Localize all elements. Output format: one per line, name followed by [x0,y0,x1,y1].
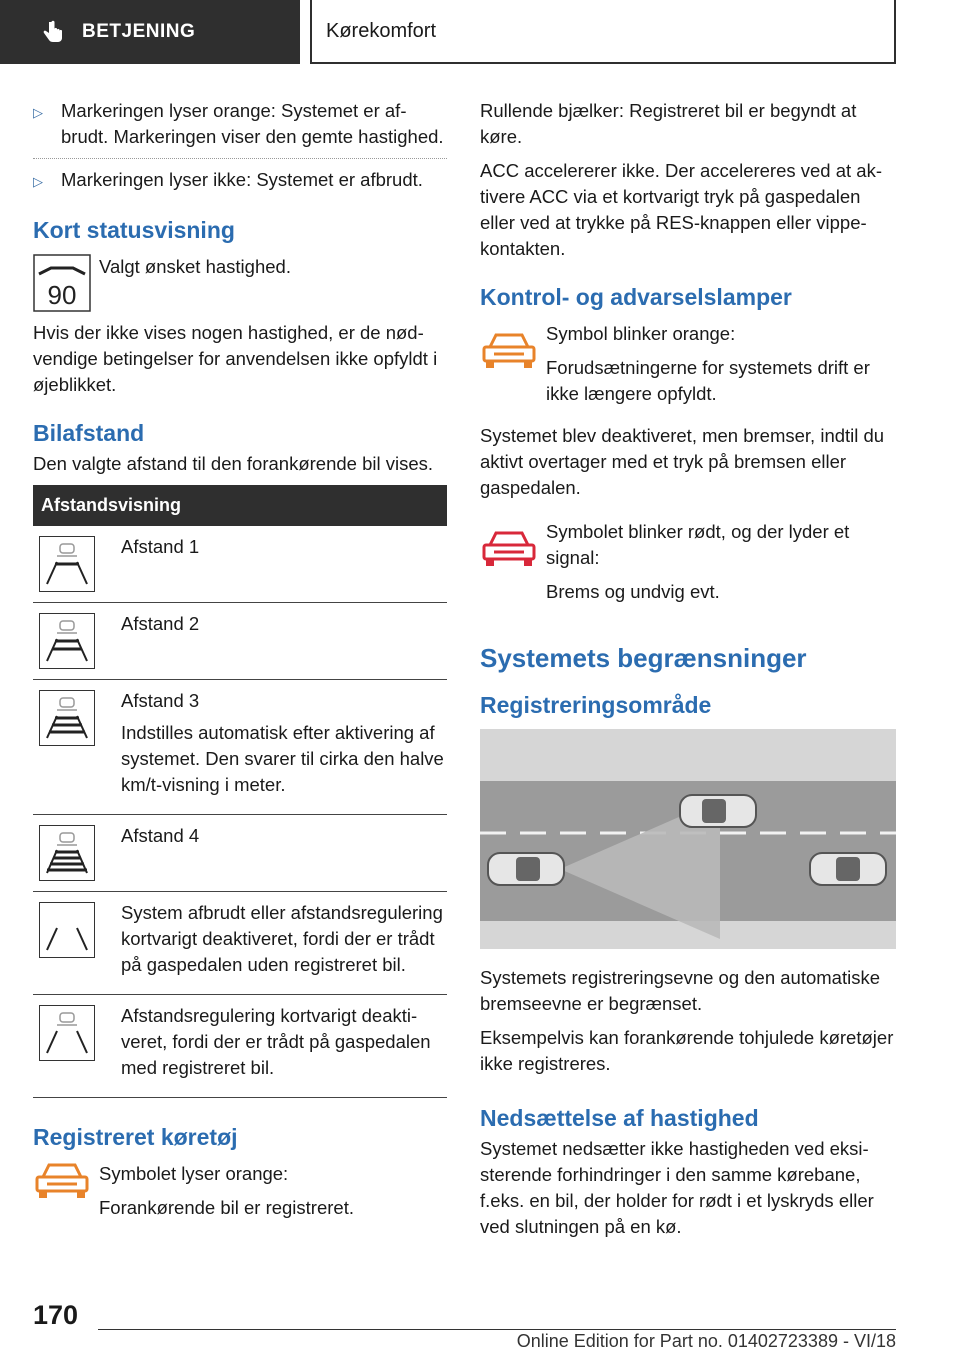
table-header: Afstandsvisning [33,485,447,526]
distance-off-car-icon [39,1005,95,1061]
distance-off-icon [39,902,95,958]
k1-text-2: Forudsætningerne for systemets drift er ikke længere opfyldt. [546,357,870,404]
row-text: System afbrudt eller afstandsregulering kortvarigt deaktiveret, fordi der er trådt på gaspedalen uden registreret bil. [121,902,443,975]
row-text: Afstand 3 [121,690,200,711]
divider [33,158,447,159]
bullet-item [33,98,447,150]
triangle-bullet-icon: ▷ [33,105,43,120]
heading-kontrol: Kontrol- og advarselslamper [480,284,792,310]
row-text: Afstandsregulering kortvarigt deaktiveret, fordi der er trådt på gaspedalen med registreret bil. [121,1005,431,1078]
right-paragraph-4: Eksempelvis kan forankørende tohjulede køretøjer ikke registreres. [480,1027,894,1074]
distance-1-icon [39,536,95,592]
car-own-icon [810,853,886,885]
heading-systemets-begraensninger: Systemets begrænsninger [480,643,807,673]
distance-3-icon [39,690,95,746]
footer-edition: Online Edition for Part no. 01402723389 - VI/18 [516,1331,896,1351]
k2-text-1: Symbolet blinker rødt, og der lyder et signal: [546,521,850,568]
reg-text-2: Forankørende bil er registreret. [99,1197,354,1218]
k1-text-1: Symbol blinker orange: [546,323,736,344]
triangle-bullet-icon: ▷ [33,174,43,189]
right-column [480,98,896,1248]
header-title-box [310,0,896,64]
bullet-text: Markeringen lyser ikke: Systemet er afbrudt. [61,169,423,190]
speed-status-row [33,254,447,312]
speed-text: Valgt ønsket hastighed. [99,256,291,277]
heading-bilafstand: Bilafstand [33,420,145,446]
distance-table [33,485,447,1098]
warning-orange-row [480,321,896,415]
right-paragraph-1: Rullende bjælker: Registreret bil er begyndt at køre. [480,100,857,147]
car-orange-icon [33,1161,91,1201]
bilafstand-paragraph: Den valgte afstand til den forankørende bil vises. [33,453,434,474]
heading-registreringsomraade: Registreringsområde [480,692,712,718]
right-paragraph-2: ACC accelererer ikke. Der accelereres ved at aktivere ACC via et kortvarigt tryk på gaspedalen eller ved at trykke på RES-knappen eller vippekontakten. [480,160,883,259]
header-section-tab [0,0,300,64]
registered-vehicle-row [33,1161,447,1229]
speed-display-icon [33,254,91,312]
car-left-icon [488,853,564,885]
distance-2-icon [39,613,95,669]
bullet-item [33,167,447,195]
kort-paragraph: Hvis der ikke vises nogen hastighed, er de nødvendige betingelser for anvendelsen ikke opfyldt i øjeblikket. [33,322,438,395]
table-row [33,892,447,995]
table-row [33,526,447,603]
table-row [33,680,447,815]
section-label: BETJENING [82,21,196,42]
left-column [33,98,447,1237]
k2-text-2: Brems og undvig evt. [546,581,720,602]
heading-nedsaettelse: Nedsættelse af hastighed [480,1105,759,1131]
car-ahead-icon [680,795,756,827]
page-number: 170 [33,1300,79,1330]
right-paragraph-3: Systemets registreringsevne og den automatiske bremseevne er begrænset. [480,967,881,1014]
detection-range-illustration [480,729,896,949]
table-row [33,603,447,680]
speed-icon-value: 90 [47,280,77,310]
right-paragraph-5: Systemet nedsætter ikke hastigheden ved eksisterende forhindringer i den samme kørebane, f.eks. en bil, der holder for rødt i et lyskryds eller ved slutningen på en kø. [480,1138,874,1237]
car-red-warning-icon [480,529,538,569]
k1-paragraph: Systemet blev deaktiveret, men bremser, indtil du aktivt overtager med et tryk på bremsen eller gaspedalen. [480,425,885,498]
warning-red-row [480,519,896,613]
table-row [33,815,447,892]
heading-registreret-koretoj: Registreret køretøj [33,1124,238,1150]
footer-divider [98,1329,896,1330]
heading-kort-statusvisning: Kort statusvisning [33,217,235,243]
table-row [33,995,447,1098]
row-subtext: Indstilles automatisk efter aktivering af systemet. Den svarer til cirka den halve km/t-visning i meter. [121,722,444,795]
bullet-text: Markeringen lyser orange: Systemet er afbrudt. Markeringen viser den gemte hastighed. [61,100,444,147]
reg-text-1: Symbolet lyser orange: [99,1163,289,1184]
hand-pointer-icon [40,19,66,45]
chapter-title: Kørekomfort [326,19,437,42]
row-text: Afstand 4 [121,825,200,846]
car-orange-warning-icon [480,331,538,371]
row-text: Afstand 2 [121,613,200,634]
row-text: Afstand 1 [121,536,200,557]
distance-4-icon [39,825,95,881]
